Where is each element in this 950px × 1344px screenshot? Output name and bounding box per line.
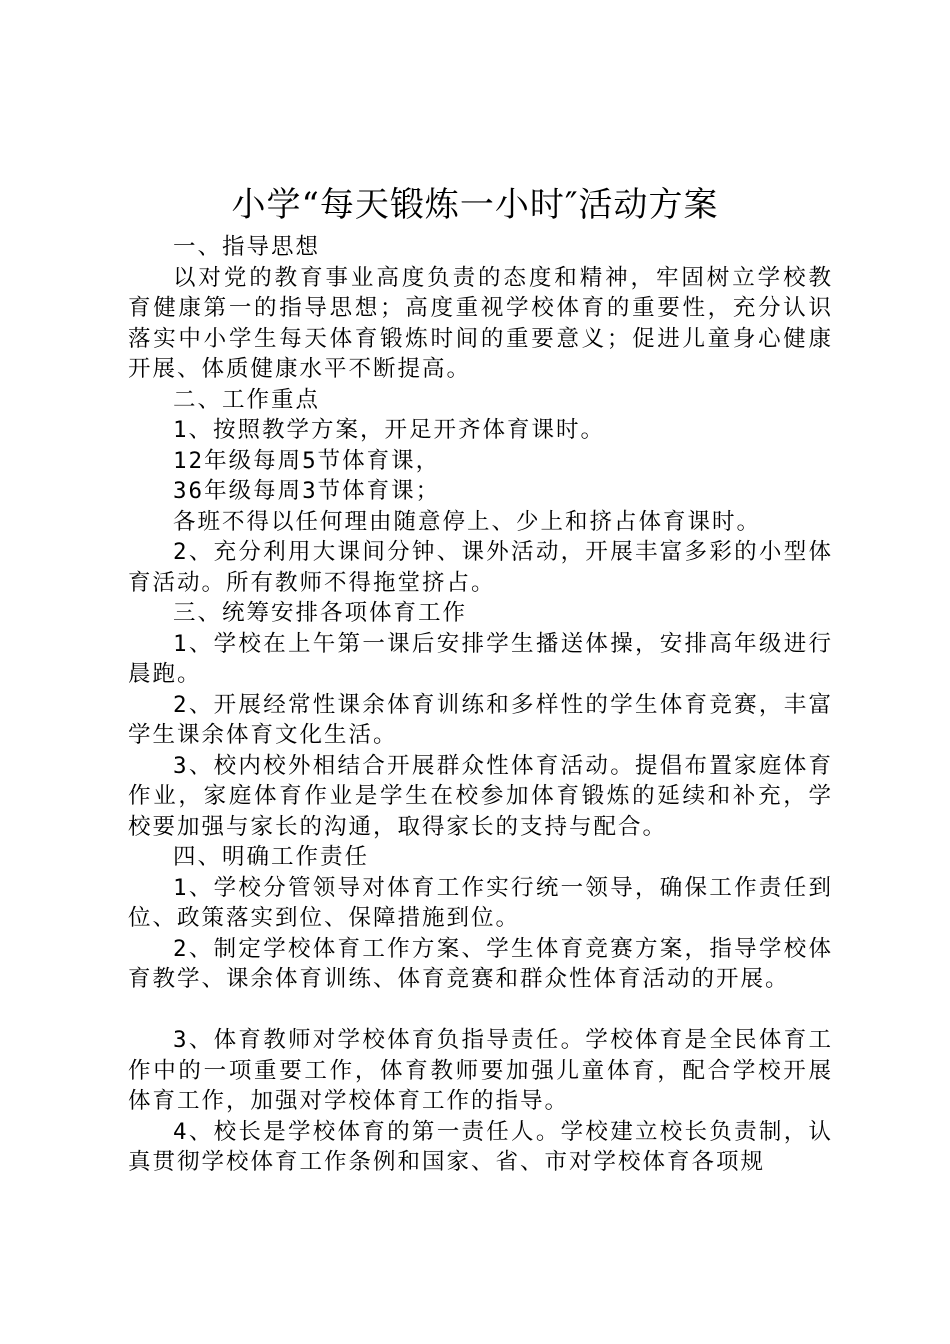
paragraph: 1、学校在上午第一课后安排学生播送体操，安排高年级进行晨跑。 — [128, 630, 833, 687]
paragraph: 3、校内校外相结合开展群众性体育活动。提倡布置家庭体育作业，家庭体育作业是学生在校参加体育锻炼的延续和补充，学校要加强与家长的沟通，取得家长的支持与配合。 — [128, 752, 833, 840]
paragraph: 36年级每周3节体育课； — [173, 478, 441, 504]
paragraph: 1、按照教学方案，开足开齐体育课时。 — [173, 417, 606, 443]
section-heading-responsibilities: 四、明确工作责任 — [173, 844, 370, 870]
paragraph: 3、体育教师对学校体育负指导责任。学校体育是全民体育工作中的一项重要工作，体育教师要加强儿童体育，配合学校开展体育工作，加强对学校体育工作的指导。 — [128, 1027, 833, 1114]
paragraph: 4、校长是学校体育的第一责任人。学校建立校长负责制，认真贯彻学校体育工作条例和国家、省、市对学校体育各项规 — [128, 1118, 833, 1175]
section-heading-guiding-ideology: 一、指导思想 — [173, 234, 321, 260]
paragraph: 12年级每周5节体育课， — [173, 447, 441, 474]
paragraph: 以对党的教育事业高度负责的态度和精神，牢固树立学校教育健康第一的指导思想；高度重视学校体育的重要性，充分认识落实中小学生每天体育锻炼时间的重要意义；促进儿童身心健康开展、体质健康水平不断提高。 — [128, 264, 833, 382]
paragraph: 1、学校分管领导对体育工作实行统一领导，确保工作责任到位、政策落实到位、保障措施到位。 — [128, 874, 833, 931]
blank-line — [128, 995, 833, 1026]
paragraph: 2、开展经常性课余体育训练和多样性的学生体育竞赛，丰富学生课余体育文化生活。 — [128, 691, 833, 748]
document-body — [128, 232, 833, 1178]
paragraph: 2、制定学校体育工作方案、学生体育竞赛方案，指导学校体育教学、课余体育训练、体育竞赛和群众性体育活动的开展。 — [128, 935, 833, 992]
paragraph: 2、充分利用大课间分钟、课外活动，开展丰富多彩的小型体育活动。所有教师不得拖堂挤占。 — [128, 539, 833, 596]
section-heading-coordination: 三、统筹安排各项体育工作 — [173, 600, 468, 626]
document-title: 小学“每天锻炼一小时″活动方案 — [231, 185, 719, 225]
section-heading-work-focus: 二、工作重点 — [173, 386, 321, 413]
paragraph: 各班不得以任何理由随意停上、少上和挤占体育课时。 — [173, 508, 762, 535]
